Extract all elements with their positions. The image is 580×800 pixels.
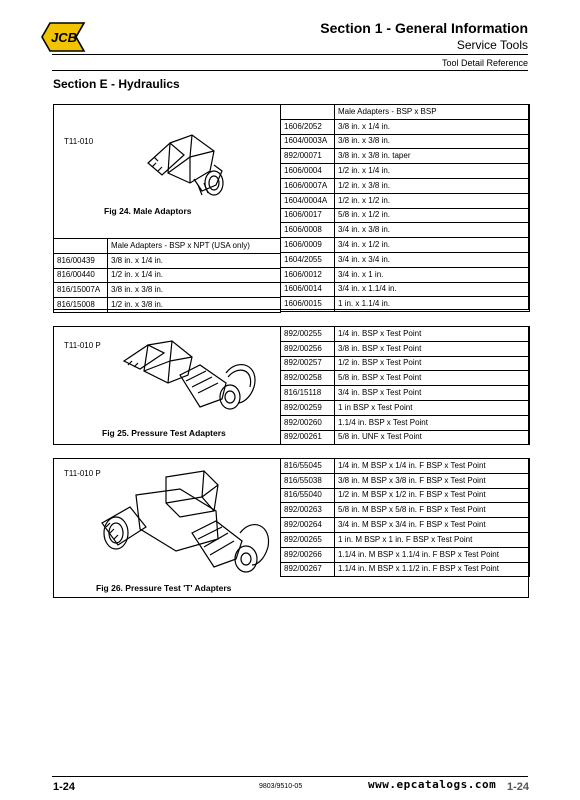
table-row (281, 252, 530, 267)
part-description: 3/8 in. x 1/4 in. (335, 119, 530, 134)
part-number: 816/55038 (281, 473, 335, 488)
table-row (281, 149, 530, 164)
part-number: 892/00264 (281, 518, 335, 533)
page-reference: Tool Detail Reference (441, 58, 528, 68)
part-number: 1606/0004 (281, 164, 335, 179)
part-description: 3/4 in. M BSP x 3/4 in. F BSP x Test Point (335, 518, 530, 533)
part-description: 1/2 in. M BSP x 1/2 in. F BSP x Test Point (335, 488, 530, 503)
table-row (281, 371, 530, 386)
part-number: 892/00266 (281, 547, 335, 562)
part-number: 892/00263 (281, 503, 335, 518)
table-row (281, 193, 530, 208)
table-row (281, 459, 530, 474)
part-number: 1606/2052 (281, 119, 335, 134)
fig25-block (53, 326, 529, 445)
part-description: 3/4 in. x 3/8 in. (335, 223, 530, 238)
part-description: 3/8 in. x 3/8 in. (108, 283, 281, 298)
fig25-table (280, 326, 530, 445)
bsp-table-title: Male Adapters - BSP x BSP (335, 105, 530, 120)
fig26-table (280, 458, 530, 577)
section-heading: Section E - Hydraulics (53, 77, 180, 91)
table-header-row (54, 239, 281, 254)
table-row (281, 119, 530, 134)
table-row (281, 134, 530, 149)
part-description: 1 in BSP x Test Point (335, 400, 530, 415)
part-number: 892/00071 (281, 149, 335, 164)
part-number: 1606/0015 (281, 297, 335, 312)
part-description: 1/2 in. x 3/8 in. (108, 298, 281, 313)
page-subtitle: Service Tools (456, 38, 528, 52)
watermark-url: www.epcatalogs.com (368, 778, 497, 791)
part-number: 1606/0007A (281, 178, 335, 193)
part-number: 892/00260 (281, 415, 335, 430)
fig24-bsp-table (280, 104, 530, 312)
table-row (281, 532, 530, 547)
table-row (281, 341, 530, 356)
fig24-block (53, 104, 529, 310)
part-number: 892/00258 (281, 371, 335, 386)
table-row (281, 297, 530, 312)
header-rule (52, 54, 528, 55)
part-number: 892/00259 (281, 400, 335, 415)
fig25-drawing-ref: T11-010 P (64, 341, 101, 350)
header-blank (281, 105, 335, 120)
part-number: 1604/2055 (281, 252, 335, 267)
table-row (281, 503, 530, 518)
part-description: 1.1/4 in. BSP x Test Point (335, 415, 530, 430)
fig25-caption: Fig 25. Pressure Test Adapters (102, 428, 226, 438)
part-description: 1/2 in. x 1/4 in. (335, 164, 530, 179)
part-description: 1 in. M BSP x 1 in. F BSP x Test Point (335, 532, 530, 547)
part-description: 1/2 in. x 3/8 in. (335, 178, 530, 193)
fig26-caption: Fig 26. Pressure Test 'T' Adapters (96, 583, 232, 593)
part-number: 1606/0008 (281, 223, 335, 238)
part-number: 1606/0009 (281, 238, 335, 253)
page-number-right: 1-24 (507, 781, 530, 793)
part-description: 5/8 in. M BSP x 5/8 in. F BSP x Test Point (335, 503, 530, 518)
part-number: 1604/0003A (281, 134, 335, 149)
part-description: 1.1/4 in. M BSP x 1.1/2 in. F BSP x Test Point (335, 562, 530, 577)
table-row (281, 547, 530, 562)
table-row (281, 386, 530, 401)
fig26-drawing-ref: T11-010 P (64, 469, 101, 478)
pressure-test-t-adapter-illustration (96, 467, 276, 581)
part-number: 1604/0004A (281, 193, 335, 208)
part-description: 3/4 in. x 1 in. (335, 267, 530, 282)
table-row (54, 253, 281, 268)
fig24-caption: Fig 24. Male Adaptors (104, 206, 192, 216)
part-description: 1/2 in. BSP x Test Point (335, 356, 530, 371)
npt-table-title: Male Adapters - BSP x NPT (USA only) (108, 239, 281, 254)
part-description: 1/4 in. BSP x Test Point (335, 327, 530, 342)
table-row (281, 238, 530, 253)
fig24-npt-table (53, 238, 281, 313)
part-number: 816/55045 (281, 459, 335, 474)
part-number: 892/00255 (281, 327, 335, 342)
part-number: 892/00257 (281, 356, 335, 371)
table-row (281, 223, 530, 238)
logo-text: JCB (50, 30, 78, 45)
table-row (281, 488, 530, 503)
part-number: 892/00261 (281, 430, 335, 445)
fig24-drawing-ref: T11-010 (64, 137, 94, 146)
part-number: 1606/0014 (281, 282, 335, 297)
table-row (281, 430, 530, 445)
table-row (281, 267, 530, 282)
part-number: 892/00265 (281, 532, 335, 547)
part-description: 3/8 in. x 1/4 in. (108, 253, 281, 268)
part-number: 816/15007A (54, 283, 108, 298)
part-description: 1/2 in. x 1/4 in. (108, 268, 281, 283)
table-row (54, 283, 281, 298)
part-description: 5/8 in. BSP x Test Point (335, 371, 530, 386)
jcb-logo (40, 20, 86, 54)
table-row (281, 400, 530, 415)
table-row (281, 356, 530, 371)
table-row (281, 562, 530, 577)
part-number: 1606/0012 (281, 267, 335, 282)
part-number: 1606/0017 (281, 208, 335, 223)
pressure-test-adapter-illustration (114, 339, 264, 423)
male-adaptor-illustration (132, 127, 232, 205)
part-number: 816/00439 (54, 253, 108, 268)
part-description: 3/4 in. BSP x Test Point (335, 386, 530, 401)
part-description: 1.1/4 in. M BSP x 1.1/4 in. F BSP x Test Point (335, 547, 530, 562)
part-number: 892/00267 (281, 562, 335, 577)
page-number: 1-24 (53, 781, 76, 793)
table-row (54, 298, 281, 313)
part-description: 3/4 in. x 1/2 in. (335, 238, 530, 253)
part-description: 3/4 in. x 3/4 in. (335, 252, 530, 267)
part-description: 5/8 in. UNF x Test Point (335, 430, 530, 445)
part-number: 892/00256 (281, 341, 335, 356)
table-row (54, 268, 281, 283)
table-row (281, 327, 530, 342)
table-row (281, 415, 530, 430)
table-row (281, 164, 530, 179)
part-description: 3/8 in. x 3/8 in. taper (335, 149, 530, 164)
table-row (281, 208, 530, 223)
part-description: 1/2 in. x 1/2 in. (335, 193, 530, 208)
table-row (281, 473, 530, 488)
part-description: 1/4 in. M BSP x 1/4 in. F BSP x Test Point (335, 459, 530, 474)
part-description: 3/4 in. x 1.1/4 in. (335, 282, 530, 297)
part-description: 3/8 in. x 3/8 in. (335, 134, 530, 149)
table-header-row (281, 105, 530, 120)
part-number: 816/15008 (54, 298, 108, 313)
part-description: 1 in. x 1.1/4 in. (335, 297, 530, 312)
header-blank (54, 239, 108, 254)
page-section-title: Section 1 - General Information (320, 20, 528, 36)
part-description: 3/8 in. BSP x Test Point (335, 341, 530, 356)
part-number: 816/55040 (281, 488, 335, 503)
part-description: 5/8 in. x 1/2 in. (335, 208, 530, 223)
table-row (281, 178, 530, 193)
part-number: 816/00440 (54, 268, 108, 283)
part-number: 816/15118 (281, 386, 335, 401)
document-code: 9803/9510-05 (259, 783, 303, 790)
part-description: 3/8 in. M BSP x 3/8 in. F BSP x Test Point (335, 473, 530, 488)
table-row (281, 518, 530, 533)
fig26-block (53, 458, 529, 598)
footer-rule (52, 776, 528, 777)
table-row (281, 282, 530, 297)
header-rule-lower (52, 70, 528, 71)
